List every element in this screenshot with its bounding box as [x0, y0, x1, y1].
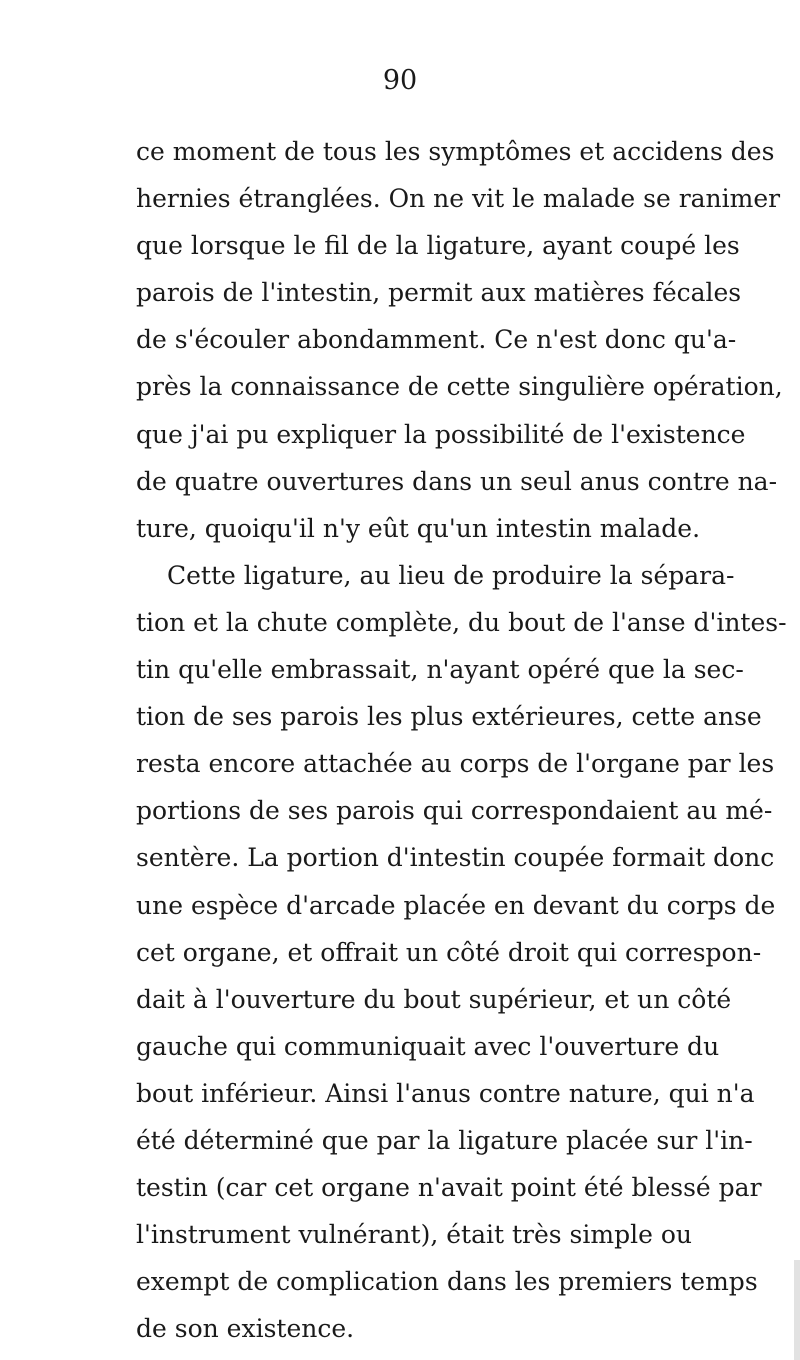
- body-text: [136, 128, 787, 1352]
- text-line: de s'écouler abondamment. Ce n'est donc qu'a-: [136, 325, 737, 355]
- text-line: Cette ligature, au lieu de produire la sépara-: [167, 560, 735, 590]
- text-line: cet organe, et offrait un côté droit qui correspon-: [136, 937, 762, 967]
- text-line: resta encore attachée au corps de l'organe par les: [136, 749, 775, 779]
- text-line: hernies étranglées. On ne vit le malade se ranimer: [136, 184, 781, 214]
- text-line: parois de l'intestin, permit aux matières fécales: [136, 278, 742, 308]
- text-line: testin (car cet organe n'avait point été blessé par: [136, 1173, 762, 1203]
- text-line: ture, quoiqu'il n'y eût qu'un intestin malade.: [136, 513, 701, 543]
- text-line: tion et la chute complète, du bout de l'anse d'intes-: [136, 607, 787, 637]
- text-line: sentère. La portion d'intestin coupée formait donc: [136, 843, 775, 873]
- page-edge-shadow: [794, 1260, 800, 1360]
- text-line: gauche qui communiquait avec l'ouverture du: [136, 1031, 720, 1061]
- text-line: que j'ai pu expliquer la possibilité de l'existence: [136, 419, 746, 449]
- text-line: ce moment de tous les symptômes et accidens des: [136, 137, 775, 166]
- text-line: de son existence.: [136, 1314, 355, 1344]
- text-line: près la connaissance de cette singulière opération,: [136, 372, 783, 402]
- text-line: portions de ses parois qui correspondaient au mé-: [136, 796, 773, 826]
- text-line: une espèce d'arcade placée en devant du corps de: [136, 890, 776, 920]
- text-line: dait à l'ouverture du bout supérieur, et un côté: [136, 984, 732, 1014]
- text-line: de quatre ouvertures dans un seul anus contre na-: [136, 466, 778, 496]
- text-line: exempt de complication dans les premiers temps: [136, 1267, 758, 1297]
- page-number: 90: [382, 65, 418, 96]
- text-line: été déterminé que par la ligature placée sur l'in-: [136, 1125, 753, 1155]
- text-line: l'instrument vulnérant), était très simple ou: [136, 1220, 692, 1250]
- text-line: que lorsque le fil de la ligature, ayant coupé les: [136, 231, 740, 261]
- text-line: bout inférieur. Ainsi l'anus contre nature, qui n'a: [136, 1078, 755, 1108]
- text-line: tion de ses parois les plus extérieures, cette anse: [136, 702, 762, 732]
- text-line: tin qu'elle embrassait, n'ayant opéré que la sec-: [136, 655, 744, 685]
